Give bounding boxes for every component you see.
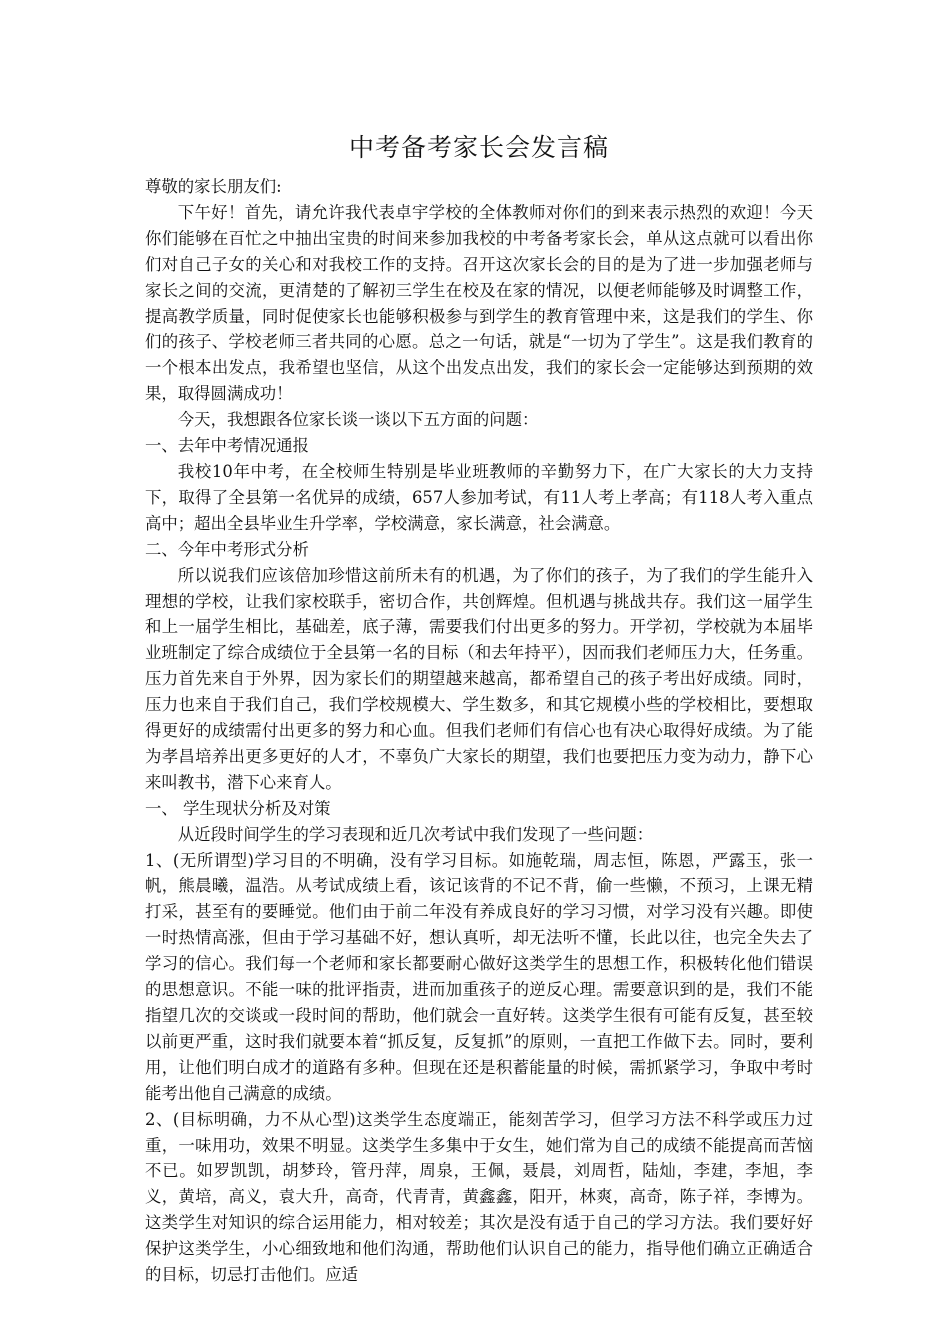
section-paragraph-last-year-results: 我校10年中考，在全校师生特别是毕业班教师的辛勤努力下，在广大家长的大力支持下，取得了全县第一名优异的成绩，657人参加考试，有11人考上孝高；有118人考入重点高中；超出全县毕业生升学率，学校满意，家长满意，社会满意。	[145, 461, 813, 533]
section-intro-student-analysis: 从近段时间学生的学习表现和近几次考试中我们发现了一些问题：	[177, 824, 654, 844]
section-heading-this-year-analysis: 二、今年中考形式分析	[145, 539, 309, 559]
section-paragraph-this-year-analysis: 所以说我们应该倍加珍惜这前所未有的机遇，为了你们的孩子，为了我们的学生能升入理想的学校，让我们家校联手，密切合作，共创辉煌。但机遇与挑战共存。我们这一届学生和上一届学生相比，基础差，底子薄，需要我们付出更多的努力。开学初，学校就为本届毕业班制定了综合成绩位于全县第一名的目标（和去年持平），因而我们老师压力大，任务重。压力首先来自于外界，因为家长们的期望越来越高，都希望自己的孩子考出好成绩。同时，压力也来自于我们自己，我们学校规模大、学生数多，和其它规模小些的学校相比，要想取得更好的成绩需付出更多的努力和心血。但我们老师们有信心也有决心取得好成绩。为了能为孝昌培养出更多更好的人才，不辜负广大家长的期望，我们也要把压力变为动力，静下心来叫教书，潜下心来育人。	[145, 565, 813, 792]
salutation: 尊敬的家长朋友们:	[145, 177, 282, 196]
document-title: 中考备考家长会发言稿	[348, 133, 609, 162]
section-heading-last-year-results: 一、去年中考情况通报	[145, 436, 309, 456]
section-heading-student-analysis: 一、 学生现状分析及对策	[145, 798, 331, 818]
list-item-type-1: 1、(无所谓型)学习目的不明确，没有学习目标。如施乾瑞，周志恒，陈恩，严露玉，张一帆，熊晨曦，温浩。从考试成绩上看，该记该背的不记不背，偷一些懒，不预习，上课无精打采，甚至有的要睡觉。他们由于前二年没有养成良好的学习习惯，对学习没有兴趣。即使一时热情高涨，但由于学习基础不好，想认真听，却无法听不懂，长此以往，也完全失去了学习的信心。我们每一个老师和家长都要耐心做好这类学生的思想工作，积极转化他们错误的思想意识。不能一味的批评指责，进而加重孩子的逆反心理。需要意识到的是，我们不能指望几次的交谈或一段时间的帮助，他们就会一直好转。这类学生很有可能有反复，甚至较以前更严重，这时我们就要本着“抓反复，反复抓”的原则，一直把工作做下去。同时，要利用，让他们明白成才的道路有多种。但现在还是积蓄能量的时候，需抓紧学习，争取中考时能考出他自己满意的成绩。	[145, 850, 813, 1103]
topics-intro: 今天，我想跟各位家长谈一谈以下五方面的问题：	[177, 410, 539, 430]
list-item-type-2: 2、(目标明确，力不从心型)这类学生态度端正，能刻苦学习，但学习方法不科学或压力过重，一味用功，效果不明显。这类学生多集中于女生，她们常为自己的成绩不能提高而苦恼不已。如罗凯凯，胡梦玲，管丹萍，周泉，王佩，聂晨，刘周哲，陆灿，李建，李旭，李义，黄培，高义，袁大升，高奇，代青青，黄鑫鑫，阳开，林爽，高奇，陈子祥，李博为。这类学生对知识的综合运用能力，相对较差；其次是没有适于自己的学习方法。我们要好好保护这类学生，小心细致地和他们沟通，帮助他们认识自己的能力，指导他们确立正确适合的目标，切忌打击他们。应适	[145, 1109, 813, 1285]
document-page	[145, 128, 813, 1288]
intro-paragraph: 下午好！首先，请允许我代表卓宇学校的全体教师对你们的到来表示热烈的欢迎！今天你们能够在百忙之中抽出宝贵的时间来参加我校的中考备考家长会，单从这点就可以看出你们对自己子女的关心和对我校工作的支持。召开这次家长会的目的是为了进一步加强老师与家长之间的交流，更清楚的了解初三学生在校及在家的情况，以便老师能够及时调整工作，提高教学质量，同时促使家长也能够积极参与到学生的教育管理中来，这是我们的学生、你们的孩子、学校老师三者共同的心愿。总之一句话，就是“一切为了学生”。这是我们教育的一个根本出发点，我希望也坚信，从这个出发点出发，我们的家长会一定能够达到预期的效果，取得圆满成功！	[145, 202, 813, 404]
